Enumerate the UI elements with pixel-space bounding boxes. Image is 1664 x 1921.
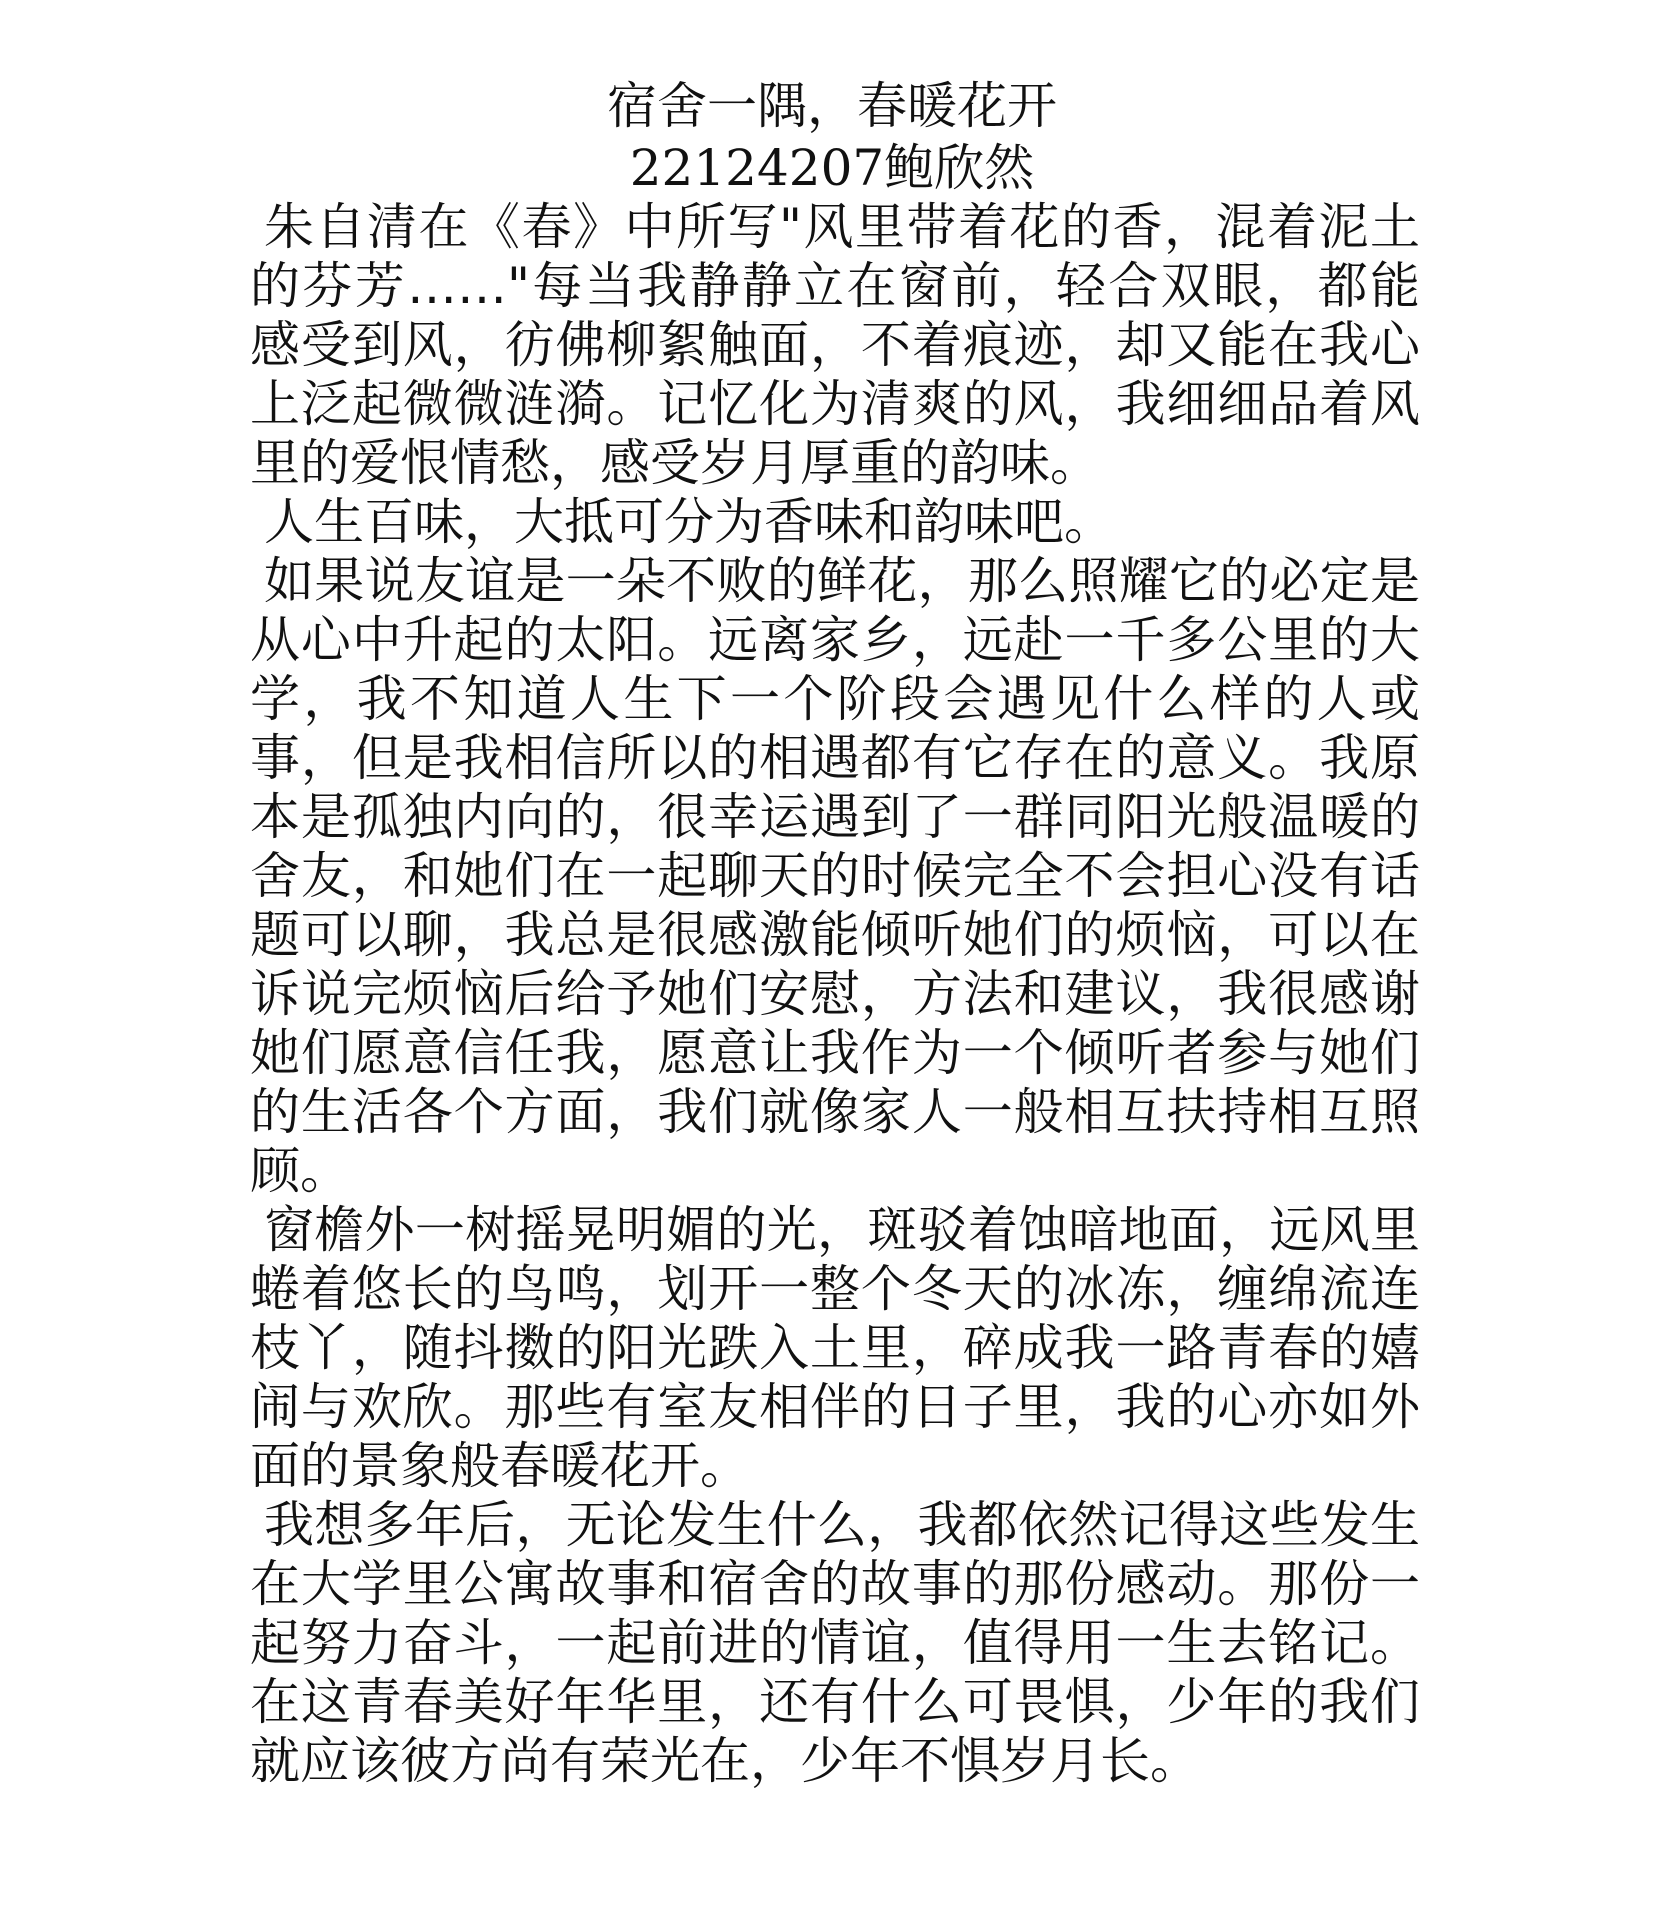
paragraph: 窗檐外一树摇晃明媚的光，斑驳着蚀暗地面，远风里蜷着悠长的鸟鸣，划开一整个冬天的冰冻，缠绵流连枝丫，随抖擞的阳光跌入土里，碎成我一路青春的嬉闹与欢欣。那些有室友相伴的日子里，我的心亦如外面的景象般春暖花开。 — [250, 1201, 1420, 1495]
author-line: 22124207鲍欣然 — [629, 139, 1035, 197]
paragraph: 如果说友谊是一朵不败的鲜花，那么照耀它的必定是从心中升起的太阳。远离家乡，远赴一千多公里的大学，我不知道人生下一个阶段会遇见什么样的人或事，但是我相信所以的相遇都有它存在的意义。我原本是孤独内向的，很幸运遇到了一群同阳光般温暖的舍友，和她们在一起聊天的时候完全不会担心没有话题可以聊，我总是很感激能倾听她们的烦恼，可以在诉说完烦恼后给予她们安慰，方法和建议，我很感谢她们愿意信任我，愿意让我作为一个倾听者参与她们的生活各个方面，我们就像家人一般相互扶持相互照顾。 — [250, 552, 1420, 1200]
essay-body — [250, 198, 1420, 1791]
paragraph: 人生百味，大抵可分为香味和韵味吧。 — [264, 493, 1114, 551]
paragraph: 朱自清在《春》中所写"风里带着花的香，混着泥土的芬芳……"每当我静静立在窗前，轻合双眼，都能感受到风，彷佛柳絮触面，不着痕迹，却又能在我心上泛起微微涟漪。记忆化为清爽的风，我细细品着风里的爱恨情愁，感受岁月厚重的韵味。 — [250, 198, 1420, 492]
essay-title: 宿舍一隅，春暖花开 — [607, 77, 1057, 135]
paragraph: 我想多年后，无论发生什么，我都依然记得这些发生在大学里公寓故事和宿舍的故事的那份感动。那份一起努力奋斗，一起前进的情谊，值得用一生去铭记。在这青春美好年华里，还有什么可畏惧，少年的我们就应该彼方尚有荣光在，少年不惧岁月长。 — [250, 1496, 1420, 1790]
title-block — [0, 75, 1664, 199]
